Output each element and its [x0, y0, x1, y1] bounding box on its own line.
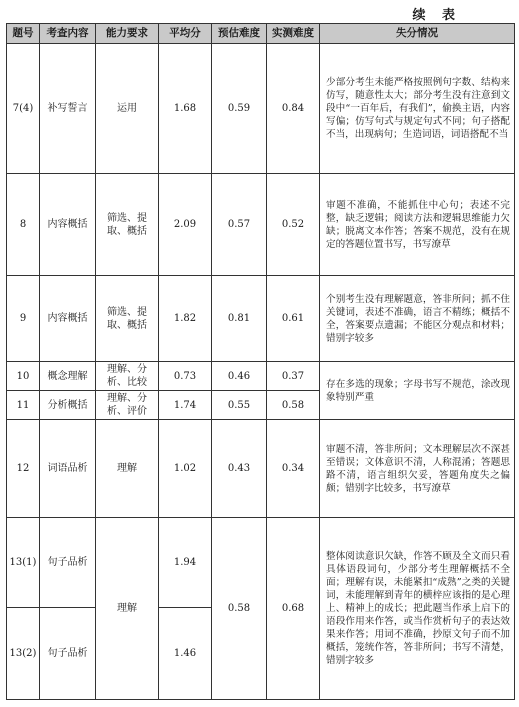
content-cell: 补写誓言 — [40, 44, 96, 174]
measured-cell: 0.52 — [267, 174, 320, 276]
header-measured-difficulty: 实测难度 — [267, 24, 320, 44]
measured-cell: 0.58 — [267, 391, 320, 420]
estimated-cell: 0.55 — [212, 391, 267, 420]
ability-cell: 理解 — [96, 420, 159, 518]
point-loss-cell: 个别考生没有理解题意，答非所问；抓不住关键词，表述不准确，语言不精练；概括不全，答案要点遗漏；不能区分观点和材料；错别字较多 — [320, 276, 515, 362]
header-content: 考查内容 — [40, 24, 96, 44]
question-number: 12 — [7, 420, 40, 518]
average-cell: 1.68 — [159, 44, 212, 174]
point-loss-cell: 审题不准确，不能抓住中心句；表述不完整，缺乏逻辑；阅读方法和逻辑思维能力欠缺；脱离文本作答；答案不规范，没有在规定的答题位置书写，书写潦草 — [320, 174, 515, 276]
header-number: 题号 — [7, 24, 40, 44]
average-cell: 2.09 — [159, 174, 212, 276]
measured-cell: 0.68 — [267, 518, 320, 700]
average-cell: 1.94 — [159, 518, 212, 608]
content-cell: 分析概括 — [40, 391, 96, 420]
estimated-cell: 0.81 — [212, 276, 267, 362]
estimated-cell: 0.59 — [212, 44, 267, 174]
point-loss-cell: 审题不清，答非所问；文本理解层次不深甚至错误；文体意识不清，人称混淆；答题思路不清，语言组织欠妥，答题角度失之偏颇；错别字比较多，书写潦草 — [320, 420, 515, 518]
header-estimated-difficulty: 预估难度 — [212, 24, 267, 44]
continued-table-label: 续 表 — [412, 8, 461, 23]
measured-cell: 0.84 — [267, 44, 320, 174]
table-row — [7, 420, 515, 518]
question-number: 9 — [7, 276, 40, 362]
average-cell: 1.46 — [159, 608, 212, 700]
header-row — [7, 24, 515, 44]
header-ability: 能力要求 — [96, 24, 159, 44]
ability-cell: 理解、分析、比较 — [96, 362, 159, 391]
ability-cell: 筛选、提取、概括 — [96, 276, 159, 362]
ability-cell: 理解 — [96, 518, 159, 700]
content-cell: 概念理解 — [40, 362, 96, 391]
estimated-cell: 0.43 — [212, 420, 267, 518]
question-number: 11 — [7, 391, 40, 420]
table-row — [7, 518, 515, 608]
measured-cell: 0.61 — [267, 276, 320, 362]
table-row — [7, 44, 515, 174]
point-loss-cell: 少部分考生未能严格按照例句字数、结构来仿写，随意性太大；部分考生没有注意到文段中“一百年后，有我们”，偷换主语，内容写偏；仿写句式与规定句式不同；句子搭配不当，出现病句；生造词语，词语搭配不当 — [320, 44, 515, 174]
question-number: 13(1) — [7, 518, 40, 608]
question-number: 8 — [7, 174, 40, 276]
estimated-cell: 0.57 — [212, 174, 267, 276]
header-point-loss: 失分情况 — [320, 24, 515, 44]
header-average: 平均分 — [159, 24, 212, 44]
content-cell: 内容概括 — [40, 276, 96, 362]
average-cell: 1.74 — [159, 391, 212, 420]
content-cell: 句子品析 — [40, 608, 96, 700]
table-row — [7, 276, 515, 362]
content-cell: 词语品析 — [40, 420, 96, 518]
exam-analysis-table — [6, 23, 515, 700]
estimated-cell: 0.58 — [212, 518, 267, 700]
table-row — [7, 174, 515, 276]
average-cell: 1.02 — [159, 420, 212, 518]
ability-cell: 理解、分析、评价 — [96, 391, 159, 420]
content-cell: 句子品析 — [40, 518, 96, 608]
table-row — [7, 362, 515, 391]
question-number: 10 — [7, 362, 40, 391]
estimated-cell: 0.46 — [212, 362, 267, 391]
point-loss-cell: 整体阅读意识欠缺，作答不顾及全文而只看具体语段词句，少部分考生理解概括不全面；理解有误，未能紧扣“成熟”之类的关键词，未能理解到青年的横梓应该指的是心理上、精神上的成长；把此题当作承上启下的语段作用来作答，或当作赏析句子的表达效果来作答；用词不准确，抄原文句子而不加概括，笼统作答，答非所问；书写不清楚，错别字较多 — [320, 518, 515, 700]
measured-cell: 0.34 — [267, 420, 320, 518]
ability-cell: 运用 — [96, 44, 159, 174]
average-cell: 0.73 — [159, 362, 212, 391]
ability-cell: 筛选、提取、概括 — [96, 174, 159, 276]
question-number: 13(2) — [7, 608, 40, 700]
content-cell: 内容概括 — [40, 174, 96, 276]
measured-cell: 0.37 — [267, 362, 320, 391]
average-cell: 1.82 — [159, 276, 212, 362]
question-number: 7(4) — [7, 44, 40, 174]
point-loss-cell: 存在多选的现象；字母书写不规范，涂改现象特别严重 — [320, 362, 515, 420]
